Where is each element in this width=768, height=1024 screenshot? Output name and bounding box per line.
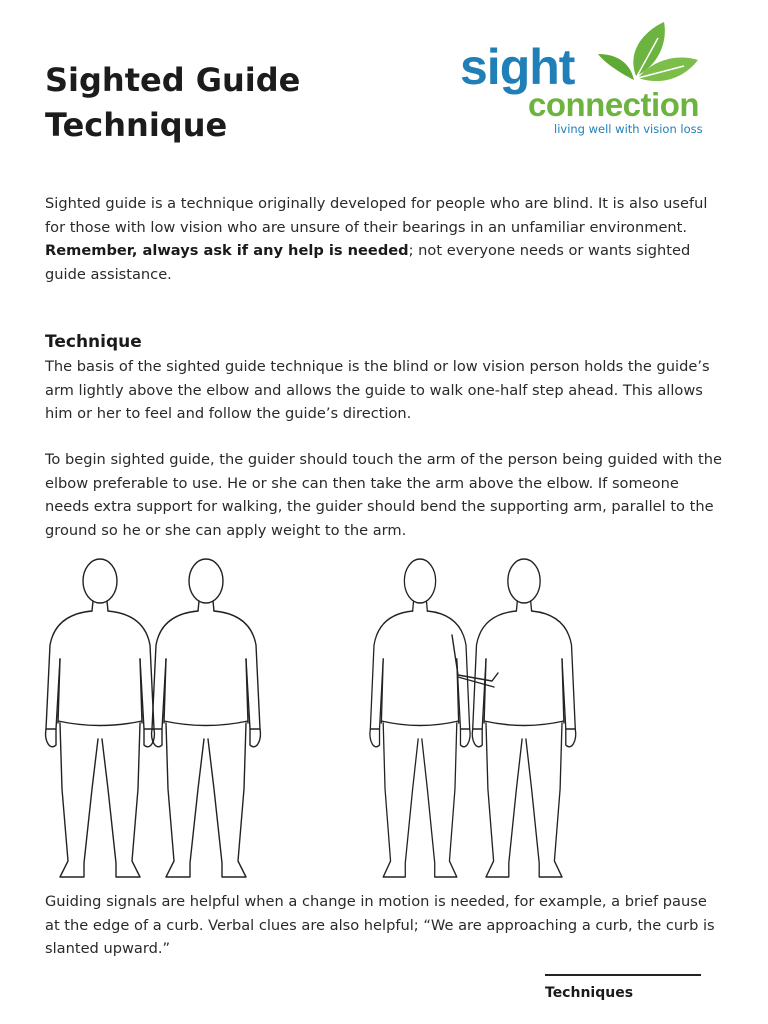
- leaf-icon: [598, 22, 698, 81]
- technique-heading: Technique: [45, 332, 142, 352]
- technique-paragraph-1: The basis of the sighted guide technique is the blind or low vision person holds the guide’s arm lightly above the elbow and allows the guide to walk one-half step ahead. This allows him or her to feel and follow the guide’s direction.: [45, 358, 710, 422]
- figure-standing-right: [152, 559, 261, 877]
- technique-paragraph-2: To begin sighted guide, the guider should touch the arm of the person being guided with the elbow preferable to use. He or she can then take the arm above the elbow. If someone needs extra support for walking, the guider should bend the supporting arm, parallel to the ground so he or she can apply weight to the arm.: [45, 451, 722, 539]
- sight-connection-logo: [458, 20, 708, 140]
- logo-word-sight: sight: [460, 39, 575, 95]
- footer-section-label: Techniques: [545, 985, 634, 1001]
- signals-paragraph: Guiding signals are helpful when a change in motion is needed, for example, a brief pause at the edge of a curb. Verbal clues are also helpful; “We are approaching a curb, the curb is slanted upward.”: [45, 893, 715, 957]
- title-line-1: Sighted Guide: [45, 61, 301, 99]
- figure-guided-person: [370, 559, 470, 877]
- logo-tagline: living well with vision loss: [554, 122, 703, 136]
- figure-guide: [472, 559, 575, 877]
- title-line-2: Technique: [45, 106, 228, 144]
- logo-word-connection: connection: [528, 86, 700, 123]
- intro-paragraph: Sighted guide is a technique originally developed for people who are blind. It is also useful for those with low vision who are unsure of their bearings in an unfamiliar environment. Remember, always ask if any help is needed; not everyone needs or wants sighted guide assistance.: [45, 195, 708, 283]
- footer-divider: [545, 974, 701, 976]
- intro-emphasis: Remember, always ask if any help is needed: [45, 242, 409, 259]
- page-title: [45, 58, 300, 148]
- figure-standing-left: [46, 559, 155, 877]
- sighted-guide-illustration: [40, 555, 600, 885]
